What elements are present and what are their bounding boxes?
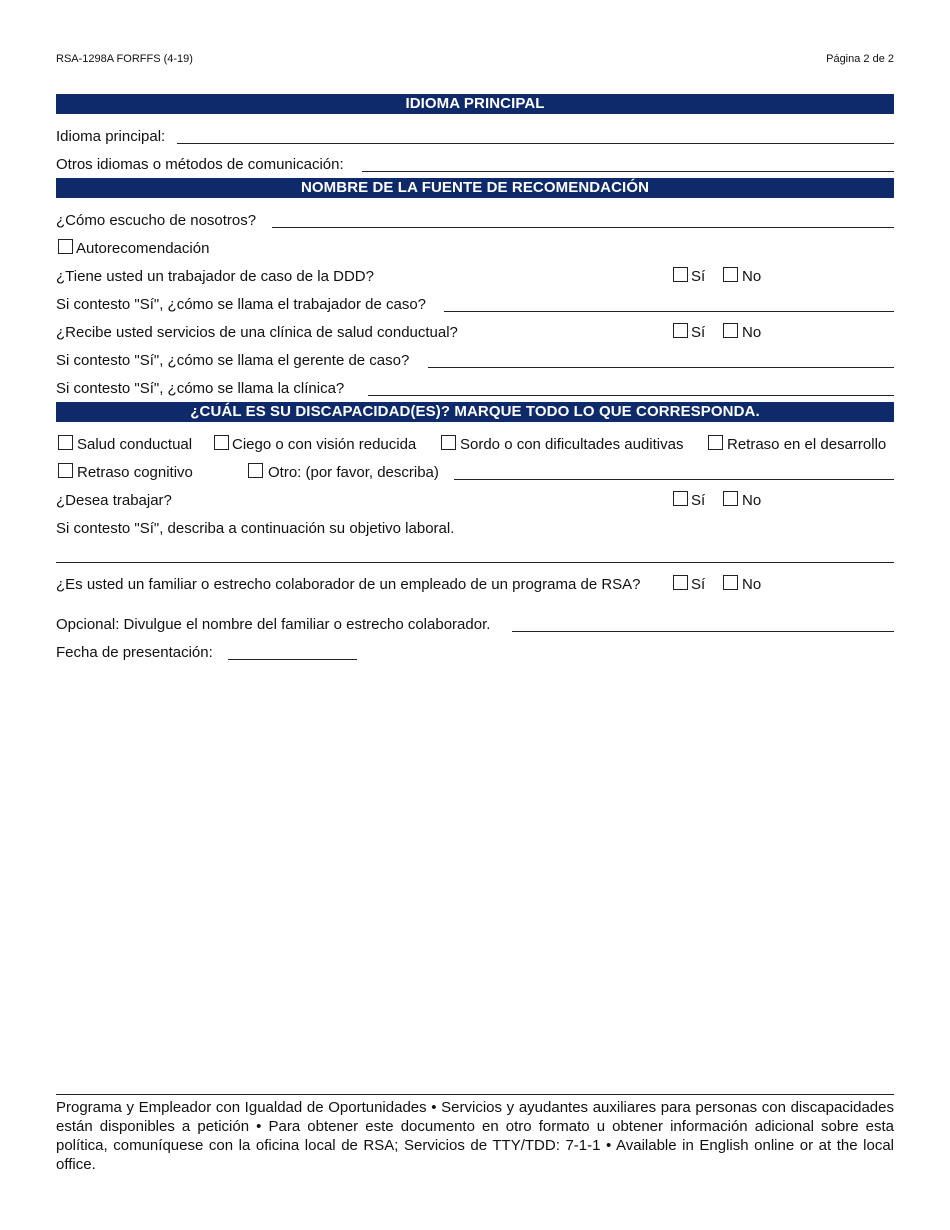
autorecomendacion-label: Autorecomendación (76, 240, 210, 257)
retraso-desarrollo-label: Retraso en el desarrollo (727, 436, 887, 453)
objetivo-laboral-field[interactable] (56, 562, 894, 563)
nombre-gerente-field[interactable] (428, 367, 894, 368)
como-escucho-field[interactable] (272, 227, 894, 228)
retraso-desarrollo-checkbox[interactable] (708, 435, 723, 450)
familiar-rsa-si-label: Sí (691, 576, 706, 593)
footer-text: Programa y Empleador con Igualdad de Oportunidades • Servicios y ayudantes auxiliares para personas con discapacidades están disponibles a petición • Para obtener este documento en otro formato u obtener información adicional sobre esta política, comuníquese con la oficina local de RSA; Servicios de TTY/TDD: 7-1-1 • Available in English online or at the local office. (56, 1099, 894, 1173)
nombre-familiar-label: Opcional: Divulgue el nombre del familiar o estrecho colaborador. (56, 616, 491, 633)
nombre-clinica-label: Si contesto "Sí", ¿cómo se llama la clínica? (56, 380, 345, 397)
familiar-rsa-no-label: No (742, 576, 762, 593)
clinica-salud-si-label: Sí (691, 324, 706, 341)
nombre-clinica-field[interactable] (368, 395, 894, 396)
clinica-salud-no-checkbox[interactable] (723, 323, 738, 338)
trabajador-ddd-no-checkbox[interactable] (723, 267, 738, 282)
otros-idiomas-label: Otros idiomas o métodos de comunicación: (56, 156, 344, 173)
clinica-salud-si-checkbox[interactable] (673, 323, 688, 338)
nombre-trabajador-field[interactable] (444, 311, 894, 312)
familiar-rsa-si-checkbox[interactable] (673, 575, 688, 590)
desea-trabajar-si-checkbox[interactable] (673, 491, 688, 506)
page-number: Página 2 de 2 (826, 53, 894, 65)
desea-trabajar-no-checkbox[interactable] (723, 491, 738, 506)
otro-field[interactable] (454, 479, 894, 480)
otro-label: Otro: (por favor, describa) (268, 464, 439, 481)
fecha-field[interactable] (228, 659, 357, 660)
trabajador-ddd-si-checkbox[interactable] (673, 267, 688, 282)
salud-conductual-label: Salud conductual (77, 436, 193, 453)
autorecomendacion-checkbox[interactable] (58, 239, 73, 254)
trabajador-ddd-no-label: No (742, 268, 762, 285)
section-idioma-principal: IDIOMA PRINCIPAL (56, 94, 894, 114)
idioma-principal-field[interactable] (177, 143, 894, 144)
trabajador-ddd-label: ¿Tiene usted un trabajador de caso de la DDD? (56, 268, 374, 285)
como-escucho-label: ¿Cómo escucho de nosotros? (56, 212, 257, 229)
nombre-familiar-field[interactable] (512, 631, 894, 632)
section-discapacidad: ¿CUÁL ES SU DISCAPACIDAD(ES)? MARQUE TODO LO QUE CORRESPONDA. (56, 402, 894, 422)
idioma-principal-label: Idioma principal: (56, 128, 166, 145)
desea-trabajar-label: ¿Desea trabajar? (56, 492, 172, 509)
clinica-salud-no-label: No (742, 324, 762, 341)
objetivo-laboral-label: Si contesto "Sí", describa a continuación su objetivo laboral. (56, 520, 455, 537)
ciego-label: Ciego o con visión reducida (232, 436, 417, 453)
retraso-cognitivo-checkbox[interactable] (58, 463, 73, 478)
retraso-cognitivo-label: Retraso cognitivo (77, 464, 193, 481)
otros-idiomas-field[interactable] (362, 171, 894, 172)
nombre-trabajador-label: Si contesto "Sí", ¿cómo se llama el trabajador de caso? (56, 296, 426, 313)
footer-rule (56, 1094, 894, 1095)
form-id: RSA-1298A FORFFS (4-19) (56, 53, 193, 65)
desea-trabajar-si-label: Sí (691, 492, 706, 509)
section-fuente-recomendacion: NOMBRE DE LA FUENTE DE RECOMENDACIÓN (56, 178, 894, 198)
fecha-label: Fecha de presentación: (56, 644, 213, 661)
sordo-label: Sordo o con dificultades auditivas (460, 436, 684, 453)
familiar-rsa-no-checkbox[interactable] (723, 575, 738, 590)
ciego-checkbox[interactable] (214, 435, 229, 450)
nombre-gerente-label: Si contesto "Sí", ¿cómo se llama el gerente de caso? (56, 352, 410, 369)
otro-checkbox[interactable] (248, 463, 263, 478)
clinica-salud-label: ¿Recibe usted servicios de una clínica de salud conductual? (56, 324, 458, 341)
sordo-checkbox[interactable] (441, 435, 456, 450)
familiar-rsa-label: ¿Es usted un familiar o estrecho colaborador de un empleado de un programa de RSA? (56, 576, 641, 593)
salud-conductual-checkbox[interactable] (58, 435, 73, 450)
desea-trabajar-no-label: No (742, 492, 762, 509)
trabajador-ddd-si-label: Sí (691, 268, 706, 285)
